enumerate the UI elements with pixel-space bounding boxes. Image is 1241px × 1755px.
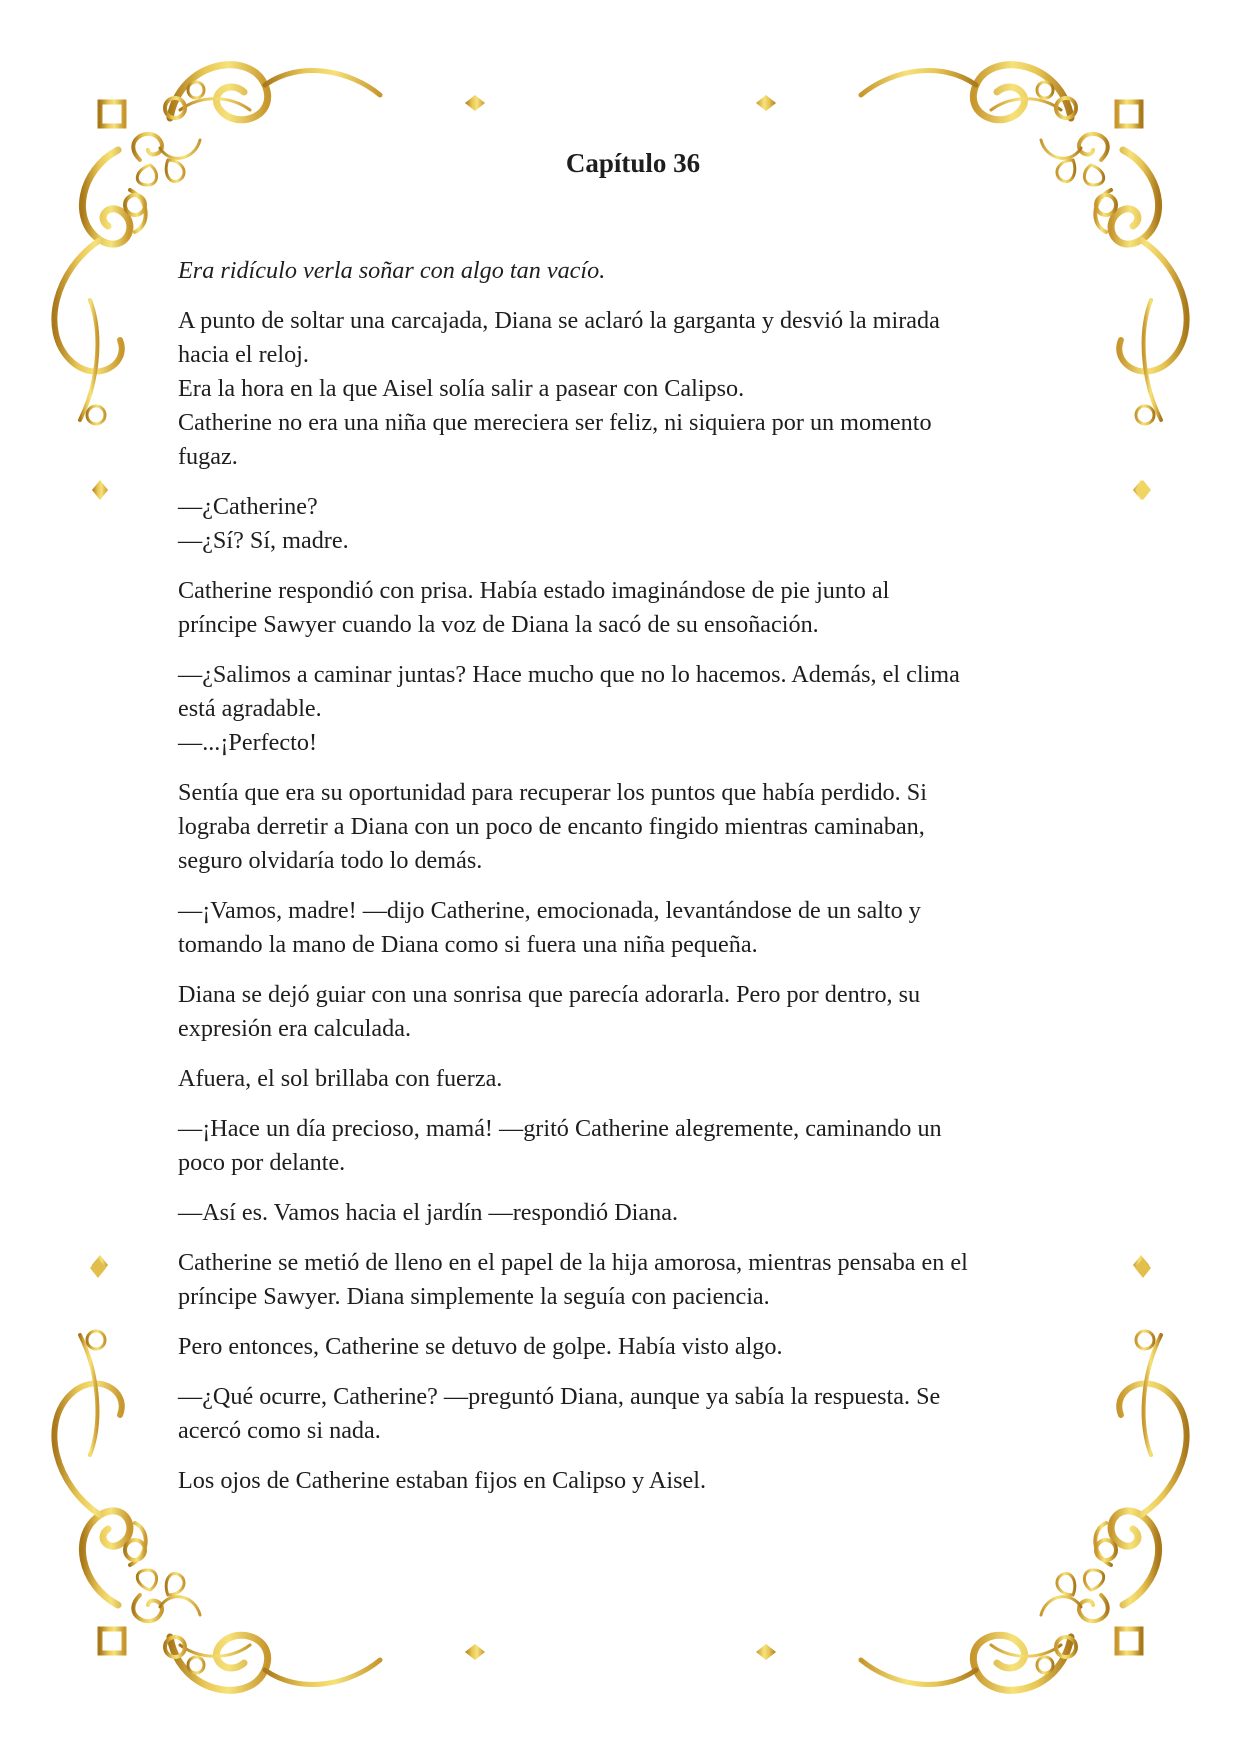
paragraph-list	[178, 254, 1078, 1498]
text-line: Pero entonces, Catherine se detuvo de golpe. Había visto algo.	[178, 1333, 783, 1360]
text-line: expresión era calculada.	[178, 1015, 412, 1042]
paragraph	[178, 776, 1078, 878]
text-line: A punto de soltar una carcajada, Diana se aclaró la garganta y desvió la mirada	[178, 307, 940, 334]
paragraph	[178, 1246, 1078, 1314]
text-line: seguro olvidaría todo lo demás.	[178, 847, 483, 874]
paragraph	[178, 490, 1078, 558]
paragraph	[178, 574, 1078, 642]
text-line: Catherine respondió con prisa. Había estado imaginándose de pie junto al	[178, 577, 890, 604]
chapter-title: Capítulo 36	[565, 148, 701, 178]
text-line: fugaz.	[178, 443, 238, 470]
text-line: —¡Hace un día precioso, mamá! —gritó Catherine alegremente, caminando un	[178, 1115, 942, 1142]
text-line: Catherine no era una niña que mereciera ser feliz, ni siquiera por un momento	[178, 409, 932, 436]
text-line: Era la hora en la que Aisel solía salir a pasear con Calipso.	[178, 375, 745, 402]
text-line: Diana se dejó guiar con una sonrisa que parecía adorarla. Pero por dentro, su	[178, 981, 921, 1008]
paragraph	[178, 658, 1078, 760]
italic-paragraph	[178, 254, 1078, 288]
text-line: —Así es. Vamos hacia el jardín —respondió Diana.	[178, 1199, 678, 1226]
text-line: Sentía que era su oportunidad para recuperar los puntos que había perdido. Si	[178, 779, 927, 806]
paragraph	[178, 304, 1078, 474]
paragraph	[178, 978, 1078, 1046]
text-line: Los ojos de Catherine estaban fijos en Calipso y Aisel.	[178, 1467, 707, 1494]
text-line: está agradable.	[178, 695, 322, 722]
paragraph	[178, 1330, 1078, 1364]
text-line: —...¡Perfecto!	[178, 729, 318, 756]
text-line: lograba derretir a Diana con un poco de encanto fingido mientras caminaban,	[178, 813, 925, 840]
text-line: tomando la mano de Diana como si fuera una niña pequeña.	[178, 931, 758, 958]
paragraph	[178, 894, 1078, 962]
text-line: poco por delante.	[178, 1149, 346, 1176]
text-line: Catherine se metió de lleno en el papel de la hija amorosa, mientras pensaba en el	[178, 1249, 968, 1276]
paragraph	[178, 1464, 1078, 1498]
text-line: príncipe Sawyer cuando la voz de Diana la sacó de su ensoñación.	[178, 611, 819, 638]
paragraph	[178, 1112, 1078, 1180]
text-line: —¡Vamos, madre! —dijo Catherine, emocionada, levantándose de un salto y	[178, 897, 921, 924]
paragraph	[178, 1196, 1078, 1230]
paragraph	[178, 1380, 1078, 1448]
text-line: —¿Sí? Sí, madre.	[178, 527, 349, 554]
text-line: —¿Catherine?	[178, 493, 318, 520]
paragraph	[178, 1062, 1078, 1096]
text-line: príncipe Sawyer. Diana simplemente la seguía con paciencia.	[178, 1283, 770, 1310]
text-line: Afuera, el sol brillaba con fuerza.	[178, 1065, 503, 1092]
text-line: Era ridículo verla soñar con algo tan vacío.	[178, 257, 606, 284]
text-line: —¿Salimos a caminar juntas? Hace mucho que no lo hacemos. Además, el clima	[178, 661, 960, 688]
text-line: hacia el reloj.	[178, 341, 309, 368]
chapter-content	[178, 146, 1078, 1514]
text-line: acercó como si nada.	[178, 1417, 381, 1444]
text-line: —¿Qué ocurre, Catherine? —preguntó Diana, aunque ya sabía la respuesta. Se	[178, 1383, 941, 1410]
